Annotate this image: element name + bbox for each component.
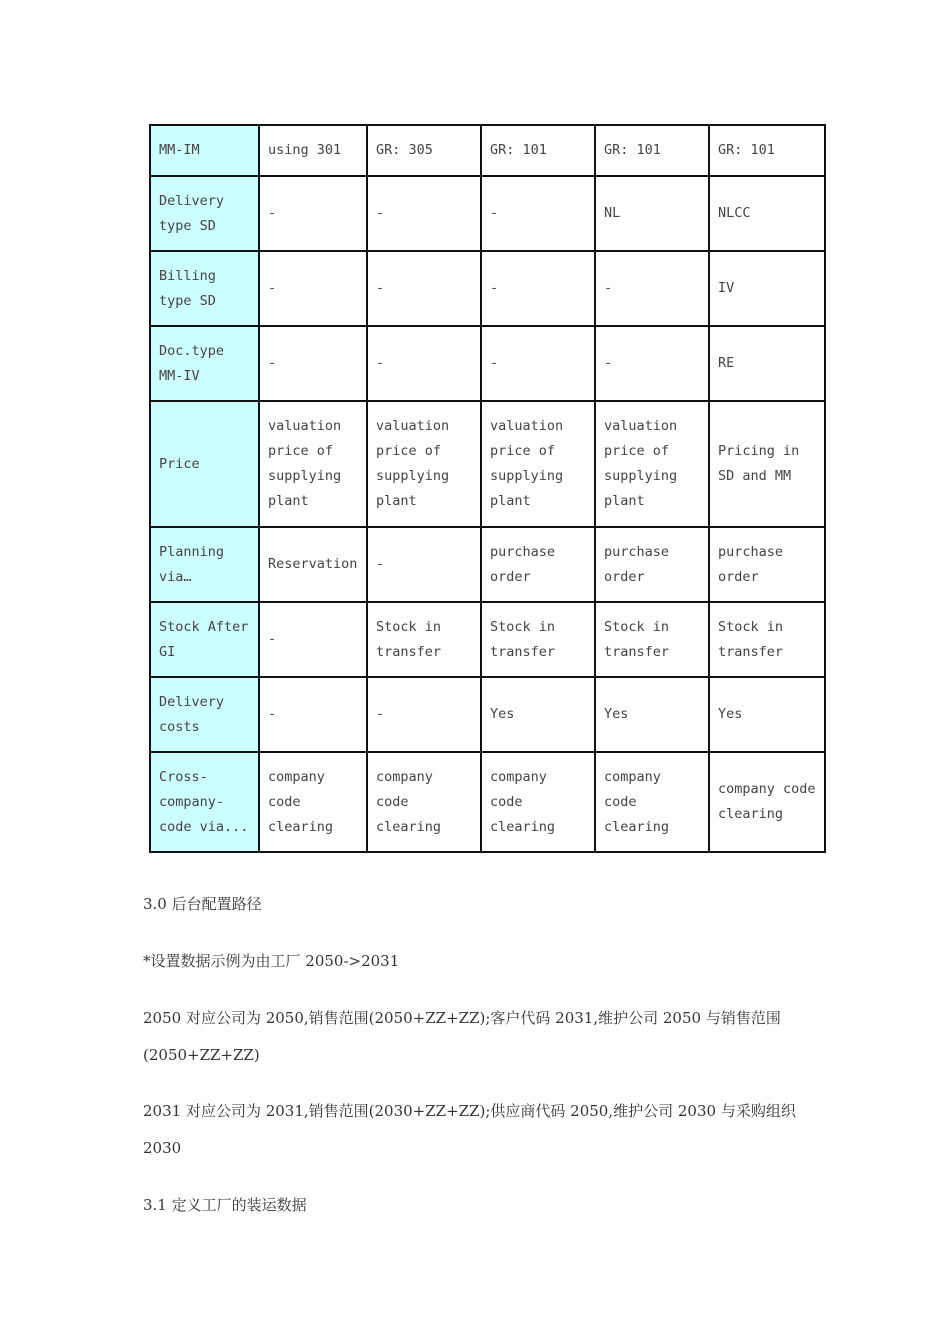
- comparison-table-body: [150, 125, 825, 852]
- table-row: [150, 752, 825, 852]
- table-cell: company code clearing: [595, 752, 709, 852]
- comparison-table: [149, 124, 826, 853]
- table-cell: purchase order: [481, 527, 595, 602]
- table-cell: Stock in transfer: [481, 602, 595, 677]
- table-cell: company code clearing: [259, 752, 367, 852]
- table-cell: Stock in transfer: [595, 602, 709, 677]
- row-header-cell: Cross-company-code via...: [150, 752, 259, 852]
- table-cell: GR: 101: [595, 125, 709, 176]
- table-row: [150, 251, 825, 326]
- paragraph-plant-2031: 2031 对应公司为 2031,销售范围(2030+ZZ+ZZ);供应商代码 2050,维护公司 2030 与采购组织 2030: [143, 1102, 796, 1157]
- table-cell: company code clearing: [481, 752, 595, 852]
- table-cell: NLCC: [709, 176, 825, 251]
- row-header-cell: Doc.type MM-IV: [150, 326, 259, 401]
- table-cell: GR: 305: [367, 125, 481, 176]
- row-header-cell: MM-IM: [150, 125, 259, 176]
- table-cell: GR: 101: [481, 125, 595, 176]
- row-header-cell: Delivery type SD: [150, 176, 259, 251]
- table-row: [150, 125, 825, 176]
- table-cell: -: [481, 326, 595, 401]
- table-cell: -: [367, 176, 481, 251]
- section-heading-3-0: 3.0 后台配置路径: [143, 895, 262, 913]
- row-header-cell: Price: [150, 401, 259, 527]
- table-cell: purchase order: [709, 527, 825, 602]
- table-cell: company code clearing: [709, 752, 825, 852]
- row-header-cell: Delivery costs: [150, 677, 259, 752]
- table-cell: -: [259, 251, 367, 326]
- example-note: *设置数据示例为由工厂 2050->2031: [143, 952, 400, 970]
- table-cell: company code clearing: [367, 752, 481, 852]
- table-cell: -: [367, 527, 481, 602]
- table-cell: -: [259, 176, 367, 251]
- paragraph-plant-2050: 2050 对应公司为 2050,销售范围(2050+ZZ+ZZ);客户代码 2031,维护公司 2050 与销售范围(2050+ZZ+ZZ): [143, 1009, 781, 1064]
- table-cell: Yes: [595, 677, 709, 752]
- row-header-cell: Billing type SD: [150, 251, 259, 326]
- table-row: [150, 602, 825, 677]
- table-row: [150, 176, 825, 251]
- table-cell: NL: [595, 176, 709, 251]
- table-cell: Stock in transfer: [367, 602, 481, 677]
- table-row: [150, 401, 825, 527]
- table-row: [150, 326, 825, 401]
- table-cell: purchase order: [595, 527, 709, 602]
- table-cell: -: [481, 176, 595, 251]
- table-cell: Pricing in SD and MM: [709, 401, 825, 527]
- table-cell: valuation price of supplying plant: [481, 401, 595, 527]
- table-cell: -: [367, 251, 481, 326]
- table-cell: -: [595, 251, 709, 326]
- table-cell: GR: 101: [709, 125, 825, 176]
- table-cell: RE: [709, 326, 825, 401]
- table-cell: -: [367, 677, 481, 752]
- table-cell: IV: [709, 251, 825, 326]
- table-cell: -: [259, 677, 367, 752]
- table-cell: using 301: [259, 125, 367, 176]
- table-cell: -: [481, 251, 595, 326]
- table-row: [150, 677, 825, 752]
- table-cell: -: [367, 326, 481, 401]
- table-cell: -: [259, 326, 367, 401]
- table-cell: valuation price of supplying plant: [595, 401, 709, 527]
- table-cell: Yes: [709, 677, 825, 752]
- table-cell: Stock in transfer: [709, 602, 825, 677]
- section-heading-3-1: 3.1 定义工厂的装运数据: [143, 1196, 307, 1214]
- table-row: [150, 527, 825, 602]
- table-cell: -: [259, 602, 367, 677]
- table-cell: Reservation: [259, 527, 367, 602]
- table-cell: -: [595, 326, 709, 401]
- row-header-cell: Planning via…: [150, 527, 259, 602]
- table-cell: Yes: [481, 677, 595, 752]
- table-cell: valuation price of supplying plant: [367, 401, 481, 527]
- table-cell: valuation price of supplying plant: [259, 401, 367, 527]
- row-header-cell: Stock After GI: [150, 602, 259, 677]
